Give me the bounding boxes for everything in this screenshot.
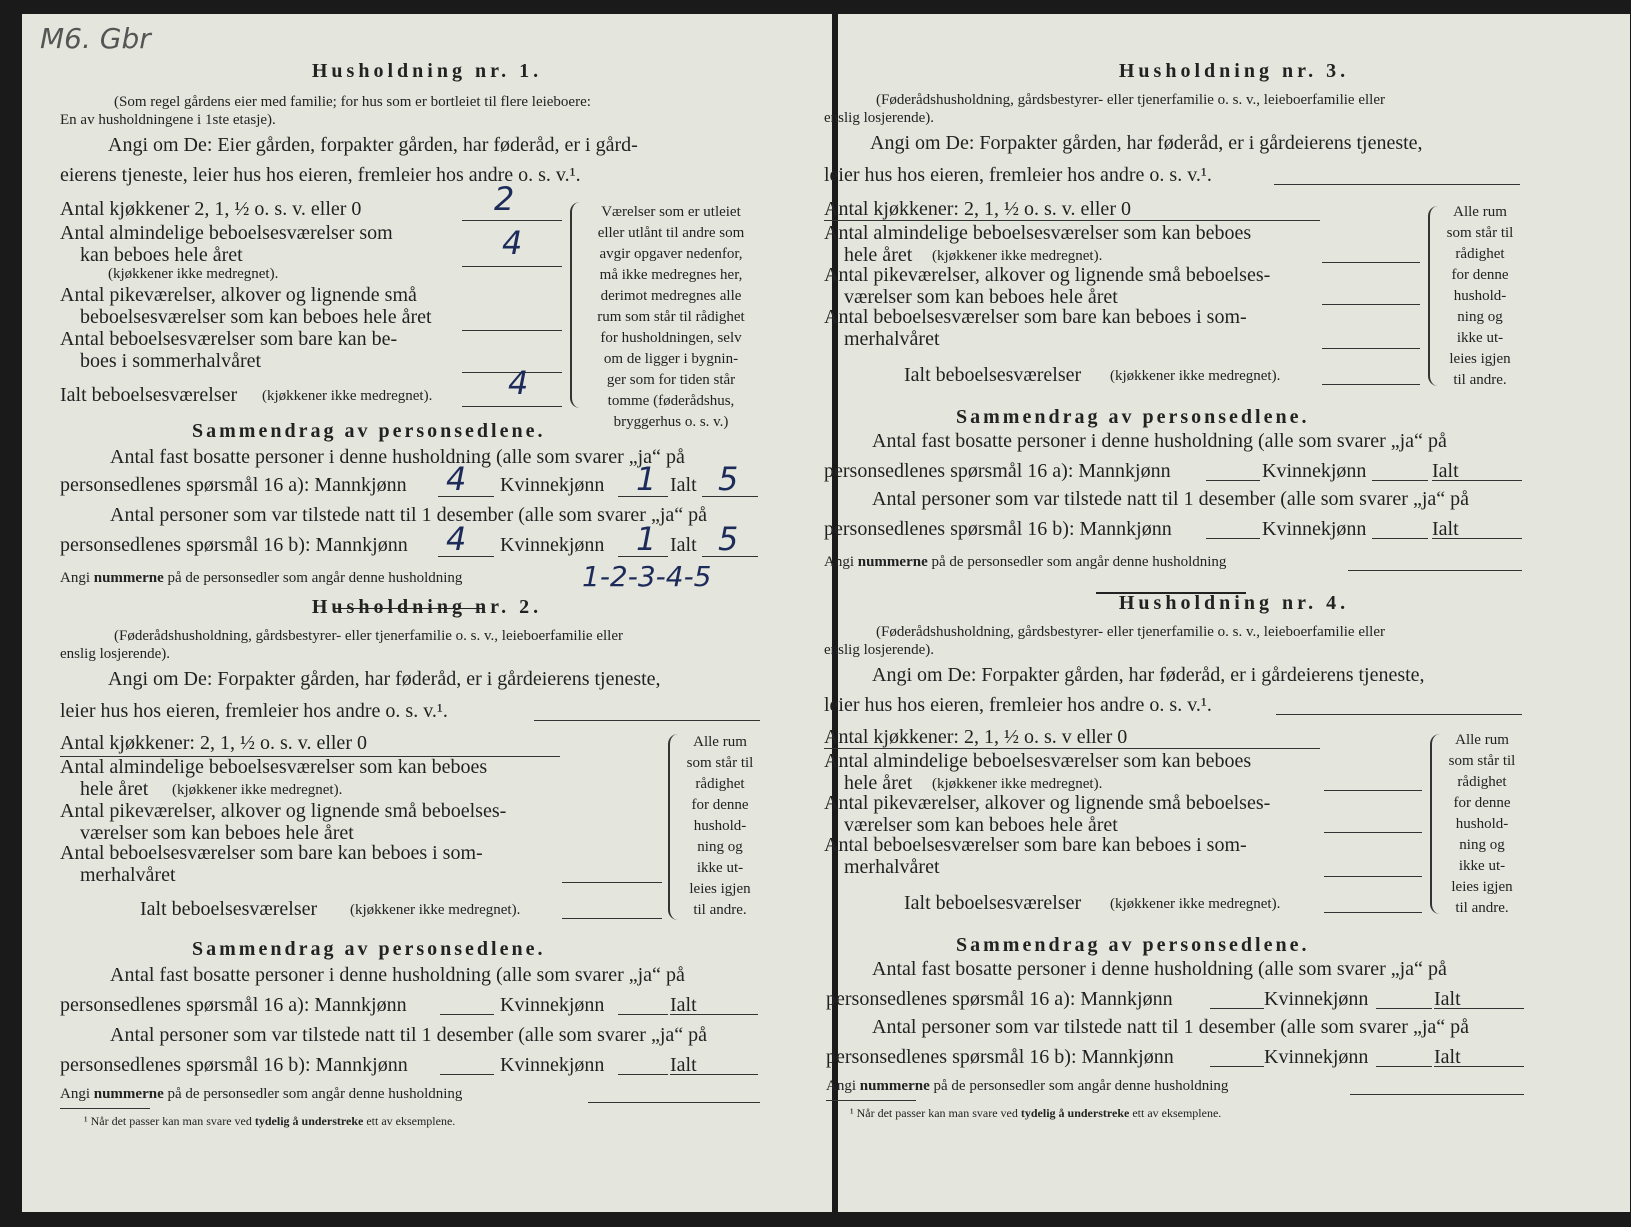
h2-total-label: Ialt beboelsesværelser — [140, 898, 318, 920]
h4-q16b-ialt: Ialt — [1434, 1046, 1461, 1068]
h3-angi-1: Angi om De: Forpakter gården, har føderåd, er i gårdeierens tjeneste, — [870, 132, 1423, 154]
h3-small-1: Antal pikeværelser, alkover og lignende små beboelses- — [824, 264, 1271, 286]
h2-q16a-kv: Kvinnekjønn — [500, 994, 605, 1016]
h3-total-note: (kjøkkener ikke medregnet). — [1110, 368, 1281, 384]
h4-angi-num — [826, 1078, 1228, 1095]
h4-q16b-men-line — [1210, 1066, 1264, 1067]
h2-side-line: til andre. — [693, 902, 747, 918]
h4-angi-num-word: Angi — [826, 1078, 856, 1094]
h2-small-1: Antal pikeværelser, alkover og lignende små beboelses- — [60, 800, 507, 822]
h1-rooms-2: kan beboes hele året — [80, 244, 243, 266]
h3-side-line: leies igjen — [1449, 351, 1511, 367]
h2-side-line: for denne — [691, 797, 749, 813]
h3-side-line: ikke ut- — [1456, 330, 1504, 346]
h3-q16b-ialt: Ialt — [1432, 518, 1459, 540]
h2-side-line: hushold- — [693, 818, 747, 834]
h4-side-line: hushold- — [1455, 816, 1509, 832]
h3-rooms-1: Antal almindelige beboelsesværelser som kan beboes — [824, 222, 1252, 244]
h4-q16b-total-line — [1434, 1066, 1524, 1067]
h4-side-note — [1436, 730, 1528, 919]
h2-summer-line — [562, 882, 662, 883]
h2-angi-2: leier hus hos eieren, fremleier hos andre o. s. v.¹. — [60, 700, 448, 722]
h2-summary-title: Sammendrag av personsedlene. — [192, 938, 546, 960]
h1-rooms-value: 4 — [502, 224, 523, 262]
h3-q16a-2: personsedlenes spørsmål 16 a): Mannkjønn — [824, 460, 1171, 482]
h3-summer-2: merhalvåret — [844, 328, 940, 350]
h4-angi-num-bold: nummerne — [859, 1078, 930, 1094]
h4-angi-2: leier hus hos eieren, fremleier hos andre o. s. v.¹. — [824, 694, 1212, 716]
h1-side-line: eller utlånt til andre som — [597, 225, 745, 241]
h4-rooms-2: hele året — [844, 772, 913, 794]
h1-kitchens-value: 2 — [494, 180, 515, 218]
footnote-left-pre: ¹ Når det passer kan man svare ved — [84, 1114, 252, 1128]
h1-angi-num-word: Angi — [60, 570, 90, 586]
h4-angi-line — [1276, 714, 1522, 715]
h2-q16a-ialt: Ialt — [670, 994, 697, 1016]
h2-q16b-total-line — [670, 1074, 758, 1075]
h2-side-line: leies igjen — [689, 881, 751, 897]
h1-q16b-women: 1 — [636, 520, 657, 558]
h4-angi-num-rest: på de personsedler som angår denne husholdning — [933, 1078, 1229, 1094]
h3-q16a-kv: Kvinnekjønn — [1262, 460, 1367, 482]
h1-q16b-1: Antal personer som var tilstede natt til 1 desember (alle som svarer „ja“ på — [110, 504, 708, 526]
household-4-title: Husholdning nr. 4. — [1118, 592, 1350, 614]
h3-q16b-1: Antal personer som var tilstede natt til 1 desember (alle som svarer „ja“ på — [872, 488, 1470, 510]
h3-side-line: for denne — [1451, 267, 1509, 283]
h2-rooms-1: Antal almindelige beboelsesværelser som kan beboes — [60, 756, 488, 778]
household-4 — [824, 14, 1630, 1212]
h2-q16a-total-line — [670, 1014, 758, 1015]
h3-q16a-1: Antal fast bosatte personer i denne husholdning (alle som svarer „ja“ på — [872, 430, 1447, 452]
h4-q16b-kv: Kvinnekjønn — [1264, 1046, 1369, 1068]
h3-rooms-3: (kjøkkener ikke medregnet). — [932, 248, 1103, 264]
h4-q16a-kv: Kvinnekjønn — [1264, 988, 1369, 1010]
h4-q16a-total-line — [1434, 1008, 1524, 1009]
h1-total-value: 4 — [508, 364, 529, 402]
h2-angi-line — [534, 720, 760, 721]
h2-q16b-men-line — [440, 1074, 494, 1075]
h1-q16b-men: 4 — [446, 520, 467, 558]
footnote-left — [84, 1114, 455, 1129]
h1-note-1: (Som regel gårdens eier med familie; for hus som er bortleiet til flere leieboere: — [114, 94, 591, 110]
h3-note-1: (Føderådshusholdning, gårdsbestyrer- eller tjenerfamilie o. s. v., leieboerfamilie eller — [876, 92, 1385, 108]
h2-rooms-2: hele året — [80, 778, 149, 800]
h2-note-1: (Føderådshusholdning, gårdsbestyrer- eller tjenerfamilie o. s. v., leieboerfamilie eller — [114, 628, 623, 644]
h2-q16a-1: Antal fast bosatte personer i denne husholdning (alle som svarer „ja“ på — [110, 964, 685, 986]
h3-summer-1: Antal beboelsesværelser som bare kan beboes i som- — [824, 306, 1247, 328]
h3-angi-num-bold: nummerne — [857, 554, 928, 570]
h1-angi-num-bold: nummerne — [93, 570, 164, 586]
h4-nums-line — [1350, 1094, 1524, 1095]
h1-q16a-ialt: Ialt — [670, 474, 697, 496]
h3-rooms-2: hele året — [844, 244, 913, 266]
h1-angi-2: eierens tjeneste, leier hus hos eieren, fremleier hos andre o. s. v.¹. — [60, 164, 581, 186]
h2-q16b-women-line — [618, 1074, 668, 1075]
left-page — [22, 14, 832, 1212]
h1-side-line: avgir opgaver nedenfor, — [599, 246, 743, 262]
h3-angi-2: leier hus hos eieren, fremleier hos andre o. s. v.¹. — [824, 164, 1212, 186]
footnote-right-pre: ¹ Når det passer kan man svare ved — [850, 1106, 1018, 1120]
h4-total-note: (kjøkkener ikke medregnet). — [1110, 896, 1281, 912]
h2-angi-num-word: Angi — [60, 1086, 90, 1102]
h1-q16b-2: personsedlenes spørsmål 16 b): Mannkjønn — [60, 534, 408, 556]
h4-q16b-women-line — [1376, 1066, 1432, 1067]
h1-summer-2: boes i sommerhalvåret — [80, 350, 262, 372]
h4-summer-line — [1324, 876, 1422, 877]
h3-side-line: som står til — [1446, 225, 1514, 241]
h1-q16a-2: personsedlenes spørsmål 16 a): Mannkjønn — [60, 474, 407, 496]
h1-angi-num-rest: på de personsedler som angår denne husholdning — [167, 570, 463, 586]
h3-q16b-2: personsedlenes spørsmål 16 b): Mannkjønn — [824, 518, 1172, 540]
h4-side-line: ning og — [1459, 837, 1505, 853]
footnote-right — [850, 1106, 1221, 1121]
h1-angi-1: Angi om De: Eier gården, forpakter gården, har føderåd, er i gård- — [108, 134, 638, 156]
h2-side-line: Alle rum — [693, 734, 747, 750]
h4-small-line — [1324, 832, 1422, 833]
h4-side-line: Alle rum — [1455, 732, 1509, 748]
h4-side-line: til andre. — [1455, 900, 1509, 916]
h2-side-note — [674, 732, 766, 921]
h1-side-line: må ikke medregnes her, — [599, 267, 743, 283]
h2-summer-1: Antal beboelsesværelser som bare kan beboes i som- — [60, 842, 483, 864]
footnote-left-bold: tydelig å understreke — [254, 1114, 364, 1128]
h1-small-1: Antal pikeværelser, alkover og lignende små — [60, 284, 417, 306]
h2-q16b-1: Antal personer som var tilstede natt til 1 desember (alle som svarer „ja“ på — [110, 1024, 708, 1046]
h2-side-line: ning og — [697, 839, 743, 855]
h1-q16a-total: 5 — [718, 460, 739, 498]
h2-total-note: (kjøkkener ikke medregnet). — [350, 902, 521, 918]
h1-q16b-kv: Kvinnekjønn — [500, 534, 605, 556]
h4-kitchens-label: Antal kjøkkener: 2, 1, ½ o. s. v eller 0 — [824, 726, 1128, 748]
h4-total-label: Ialt beboelsesværelser — [904, 892, 1082, 914]
h3-side-line: rådighet — [1455, 246, 1505, 262]
h1-side-line: derimot medregnes alle — [600, 288, 742, 304]
h2-q16a-men-line — [440, 1014, 494, 1015]
h1-q16b-total: 5 — [718, 520, 739, 558]
h1-side-line: for husholdningen, selv — [600, 330, 742, 346]
h1-summary-title: Sammendrag av personsedlene. — [192, 420, 546, 442]
h1-small-2: beboelsesværelser som kan beboes hele året — [80, 306, 432, 328]
h1-side-line: bryggerhus o. s. v.) — [613, 414, 729, 430]
household-2-title: Husholdning nr. 2. — [311, 596, 543, 618]
h4-q16a-2: personsedlenes spørsmål 16 a): Mannkjønn — [826, 988, 1173, 1010]
h4-note-2: enslig losjerende). — [824, 642, 934, 658]
h4-small-2: værelser som kan beboes hele året — [844, 814, 1118, 836]
right-page — [824, 14, 1630, 1212]
h3-q16b-kv: Kvinnekjønn — [1262, 518, 1367, 540]
h2-summer-2: merhalvåret — [80, 864, 176, 886]
h1-q16a-men: 4 — [446, 460, 467, 498]
h3-total-label: Ialt beboelsesværelser — [904, 364, 1082, 386]
h4-side-line: ikke ut- — [1458, 858, 1506, 874]
h4-summer-1: Antal beboelsesværelser som bare kan beboes i som- — [824, 834, 1247, 856]
h3-q16a-ialt: Ialt — [1432, 460, 1459, 482]
h4-side-line: leies igjen — [1451, 879, 1513, 895]
h4-q16a-ialt: Ialt — [1434, 988, 1461, 1010]
corner-mark: M6. Gbr — [40, 22, 151, 55]
h2-angi-num-rest: på de personsedler som angår denne husholdning — [167, 1086, 463, 1102]
h4-small-1: Antal pikeværelser, alkover og lignende små beboelses- — [824, 792, 1271, 814]
h4-side-line: for denne — [1453, 795, 1511, 811]
footnote-right-post: ett av eksemplene. — [1132, 1106, 1222, 1120]
h2-side-line: som står til — [686, 755, 754, 771]
h1-q16a-kv: Kvinnekjønn — [500, 474, 605, 496]
h1-side-line: Værelser som er utleiet — [601, 204, 741, 220]
h4-note-1: (Føderådshusholdning, gårdsbestyrer- eller tjenerfamilie o. s. v., leieboerfamilie eller — [876, 624, 1385, 640]
h4-q16a-men-line — [1210, 1008, 1264, 1009]
h3-note-2: enslig losjerende). — [824, 110, 934, 126]
h4-q16b-1: Antal personer som var tilstede natt til 1 desember (alle som svarer „ja“ på — [872, 1016, 1470, 1038]
h2-angi-num-bold: nummerne — [93, 1086, 164, 1102]
h3-small-2: værelser som kan beboes hele året — [844, 286, 1118, 308]
h4-summer-2: merhalvåret — [844, 856, 940, 878]
h3-side-line: til andre. — [1453, 372, 1507, 388]
h2-kitchens-label: Antal kjøkkener: 2, 1, ½ o. s. v. eller 0 — [60, 732, 367, 754]
h2-nums-line — [588, 1102, 760, 1103]
h4-total-line — [1324, 912, 1422, 913]
h1-total-label: Ialt beboelsesværelser — [60, 384, 238, 406]
h1-note-2: En av husholdningene i 1ste etasje). — [60, 112, 276, 128]
h1-kitchens-label: Antal kjøkkener 2, 1, ½ o. s. v. eller 0 — [60, 198, 362, 220]
h1-side-line: rum som står til rådighet — [597, 309, 745, 325]
h3-angi-num-word: Angi — [824, 554, 854, 570]
footnote-rule-right — [826, 1100, 916, 1101]
footnote-rule-left — [60, 1108, 150, 1109]
h4-rooms-3: (kjøkkener ikke medregnet). — [932, 776, 1103, 792]
h3-side-line: hushold- — [1453, 288, 1507, 304]
h3-side-line: Alle rum — [1453, 204, 1507, 220]
h4-summary-title: Sammendrag av personsedlene. — [956, 934, 1310, 956]
h4-q16a-women-line — [1376, 1008, 1432, 1009]
household-3-title: Husholdning nr. 3. — [1118, 60, 1350, 82]
h1-rooms-3: (kjøkkener ikke medregnet). — [108, 266, 279, 282]
h2-side-line: rådighet — [695, 776, 745, 792]
h2-q16a-women-line — [618, 1014, 668, 1015]
h1-summer-1: Antal beboelsesværelser som bare kan be- — [60, 328, 398, 350]
h1-side-line: om de ligger i bygnin- — [603, 351, 739, 367]
h4-angi-1: Angi om De: Forpakter gården, har føderåd, er i gårdeierens tjeneste, — [872, 664, 1425, 686]
h2-total-line — [562, 918, 662, 919]
h4-rooms-line — [1324, 790, 1422, 791]
h2-note-2: enslig losjerende). — [60, 646, 170, 662]
h4-kitchens-line — [824, 748, 1320, 749]
h2-angi-num — [60, 1086, 462, 1103]
h3-summary-title: Sammendrag av personsedlene. — [956, 406, 1310, 428]
h1-rooms-1: Antal almindelige beboelsesværelser som — [60, 222, 393, 244]
h2-angi-1: Angi om De: Forpakter gården, har føderåd, er i gårdeierens tjeneste, — [108, 668, 661, 690]
household-1-title: Husholdning nr. 1. — [311, 60, 543, 82]
h2-side-line: ikke ut- — [696, 860, 744, 876]
household-2 — [22, 14, 832, 1212]
h1-side-line: ger som for tiden står — [606, 372, 736, 388]
h4-side-line: rådighet — [1457, 774, 1507, 790]
h2-q16b-2: personsedlenes spørsmål 16 b): Mannkjønn — [60, 1054, 408, 1076]
h1-nums-value: 1-2-3-4-5 — [582, 560, 712, 593]
h1-q16a-women: 1 — [636, 460, 657, 498]
h1-q16b-ialt: Ialt — [670, 534, 697, 556]
h4-side-line: som står til — [1448, 753, 1516, 769]
footnote-left-post: ett av eksemplene. — [366, 1114, 456, 1128]
h1-total-note: (kjøkkener ikke medregnet). — [262, 388, 433, 404]
h4-rooms-1: Antal almindelige beboelsesværelser som kan beboes — [824, 750, 1252, 772]
h2-rooms-3: (kjøkkener ikke medregnet). — [172, 782, 343, 798]
h3-angi-num-rest: på de personsedler som angår denne husholdning — [931, 554, 1227, 570]
h2-small-2: værelser som kan beboes hele året — [80, 822, 354, 844]
h2-q16b-ialt: Ialt — [670, 1054, 697, 1076]
h3-kitchens-label: Antal kjøkkener: 2, 1, ½ o. s. v. eller 0 — [824, 198, 1131, 220]
h4-q16a-1: Antal fast bosatte personer i denne husholdning (alle som svarer „ja“ på — [872, 958, 1447, 980]
footnote-right-bold: tydelig å understreke — [1020, 1106, 1130, 1120]
h2-q16a-2: personsedlenes spørsmål 16 a): Mannkjønn — [60, 994, 407, 1016]
h1-q16a-1: Antal fast bosatte personer i denne husholdning (alle som svarer „ja“ på — [110, 446, 685, 468]
h1-side-line: tomme (føderådshus, — [607, 393, 735, 409]
h3-side-line: ning og — [1457, 309, 1503, 325]
h2-q16b-kv: Kvinnekjønn — [500, 1054, 605, 1076]
h4-q16b-2: personsedlenes spørsmål 16 b): Mannkjønn — [826, 1046, 1174, 1068]
